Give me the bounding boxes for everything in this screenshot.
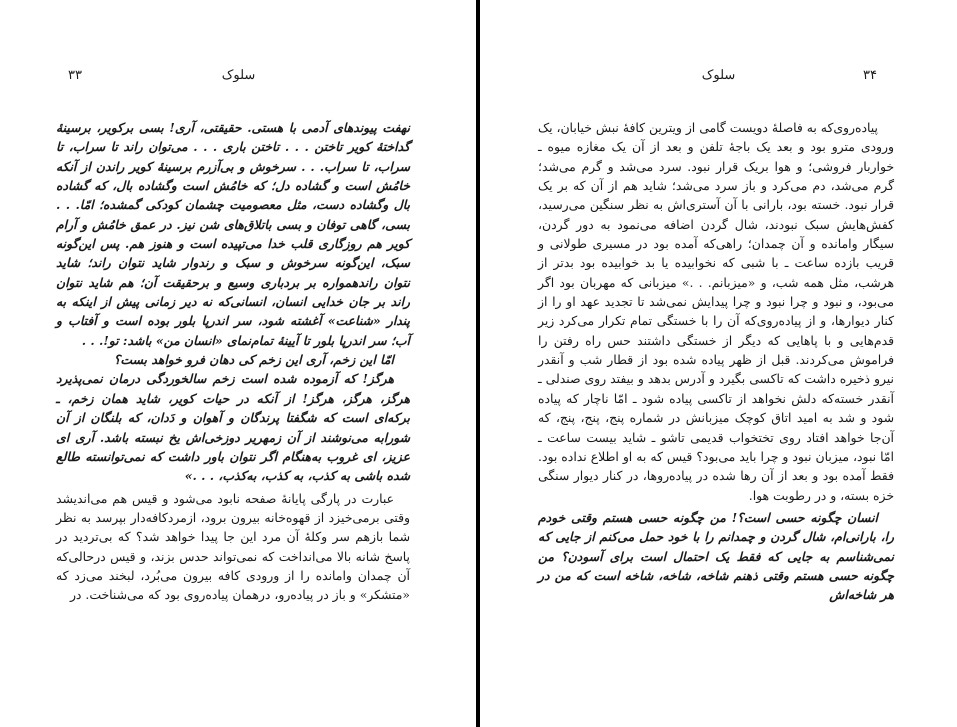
left-paragraph-3: هرگز! که آزموده شده است زخم سالخوردگی درمان نمی‌پذیرد هرگز، هرگز، هرگز! از آنکه در حیات کویر، شاید همان زخم، ـ برکه‌ای است که شگفتا پرندگان و آهوان و دَدان، که بلنگان از آن شورابه می‌نوشند از آن زمهریر دوزخی‌اش یخ نبسته باشد. آری ای عزیز، ای غروب به‌هنگام اگر نتوان باور داشت که نمی‌توانسته طالع شده باشی به کذب، به کذب، به‌کذب، . . .» <box>56 371 410 484</box>
left-page-number: ۳۳ <box>68 68 82 83</box>
left-paragraph-1: نهفت پیوندهای آدمی با هستی. حقیقتی، آری! بسی برکویر، برسینهٔ گداختهٔ کویر تاختن . . . تاختن باری . . . می‌توان راند تا سراب، تا سراب، تا سراب. . . سرخوش و بی‌آزرم برسینهٔ کویر راندن از آنکه خامُش است و گشاده دل؛ که خامُش است وگشاده بال، که گشاده بال وگشاده دست، مثل معصومیت چشمان کودکی گمشده؛ امّا. . . بسی، گاهی توفان و بسی باتلاق‌های شن نیز. در عمق خامُش و آرام کویر هم روزگاری قلب خدا می‌تپیده است و هنوز هم. پس این‌گونه سبک، این‌گونه سرخوش و سبک و رندوار شاید نتوان راند؛ شاید نتوان راندهمواره بر بردباری وسیع و برحقیقت آن؛ هم شاید نتوان راند بر جان خدایی انسان، انسانی‌که نه دیر زمانی پیش از اینکه به پندار «شناعت» آغشته شود، سر اندرپا بلور بوده است و آفتاب و آب؛ سر اندرپا بلور تا آیینهٔ تمام‌نمای «انسان من» باشد: تو!. . . <box>56 120 410 348</box>
right-page-title: سلوک <box>701 68 736 83</box>
left-page-body <box>56 118 410 605</box>
left-page-header <box>0 68 477 88</box>
left-paragraph-4: عبارت در پارگی پایانهٔ صفحه نابود می‌شود و قیس هم می‌اندیشد وقتی برمی‌خیزد از قهوه‌خانه بیرون برود، ازمردکافه‌دار بپرسد به نظر شما بازهم سر وکلهٔ آن مرد این جا پیدا خواهد شد؟ که بی‌تردید در پاسخ شانه بالا می‌انداخت که نمی‌تواند حدس بزند، و قیس درحالی‌که آن چمدان وامانده را از ورودی کافه بیرون می‌بُرد، لبخند می‌زد که «متشکر» و باز در پیاده‌رو، درهمان پیاده‌روی بود که می‌شناخت. در <box>56 490 410 603</box>
right-page-header <box>480 68 957 88</box>
right-page-body <box>538 118 894 605</box>
right-paragraph-2: انسان چگونه حسی است؟! من چگونه حسی هستم وقتی خودم را، بارانی‌ام، شال گردن و چمدانم را با خود حمل می‌کنم از جایی که نمی‌شناسم به جایی که فقط یک احتمال است برای آسودن؟ من چگونه حسی هستم وقتی ذهنم شاخه، شاخه، شاخه است که من در هر شاخه‌اش <box>538 509 894 603</box>
left-paragraph-2: امّا این زخم، آری این زخم کی دهان فرو خواهد بست؟ <box>113 352 394 368</box>
right-paragraph-1: پیاده‌روی‌که به فاصلهٔ دویست گامی از ویترین کافهٔ نبش خیابان، یک ورودی مترو بود و بعد یک باجهٔ تلفن و بعد از آن یک مغازه میوه ـ خواربار فروشی؛ و هوا بریک قرار نبود. سرد می‌شد و گرم می‌شد؛ گرم می‌شد، دم می‌کرد و باز سرد می‌شد؛ شاید هم از آن که بر یک قرار نبود. خسته بود، بارانی با آن آستری‌اش به نظر سنگین می‌رسید، کفش‌هایش سبک نبودند، شال گردن اضافه می‌نمود به دور گردن، سیگار وامانده و آن چمدان؛ راهی‌که آمده بود در مسیری طولانی و قریب بازده ساعت ـ با شبی که نخوابیده یا بد خوابیده بود بدتر از هرشب، مثل همه شب، و «میزبانم. . .» میزبانی که مهربان بود اگر می‌بود، و نبود و چرا نبود و چرا پیدایش نمی‌شد تا تجدید عهد او را از کنار دیوارها، و از پیاده‌روی‌که آن را با خستگی تمام تکرار می‌کرد زیر قدم‌هایی و با پاهایی که دیگر از خستگی داشتند حس راه رفتن را فراموش می‌کردند. قبل از ظهر پیاده شده بود از قطار شب و آنقدر نیرو ذخیره داشت که تاکسی بگیرد و آدرس بدهد و بیفتد روی صندلی ـ آنقدر خسته‌که دلش نخواهد از تاکسی پیاده شود ـ امّا ناچار که پیاده شود و شد به امید اتاق کوچک میزبانش در شماره پنج، پنج، پنج، که آن‌جا خواهد افتاد روی تختخواب قدیمی تاشو ـ شاید بیست ساعت ـ امّا نبود، میزبان نبود و چرا باید می‌بود؟ قیس که به او اطلاع نداده بود. فقط آمده بود و بعد از آن رها شده در پیاده‌روها، در کنار دیوار سنگی خزه بسته، و در رطوبت هوا. <box>537 120 894 503</box>
right-page-number: ۳۴ <box>863 68 877 83</box>
left-page-title: سلوک <box>221 68 256 83</box>
right-page <box>479 0 957 727</box>
left-page <box>0 0 478 727</box>
